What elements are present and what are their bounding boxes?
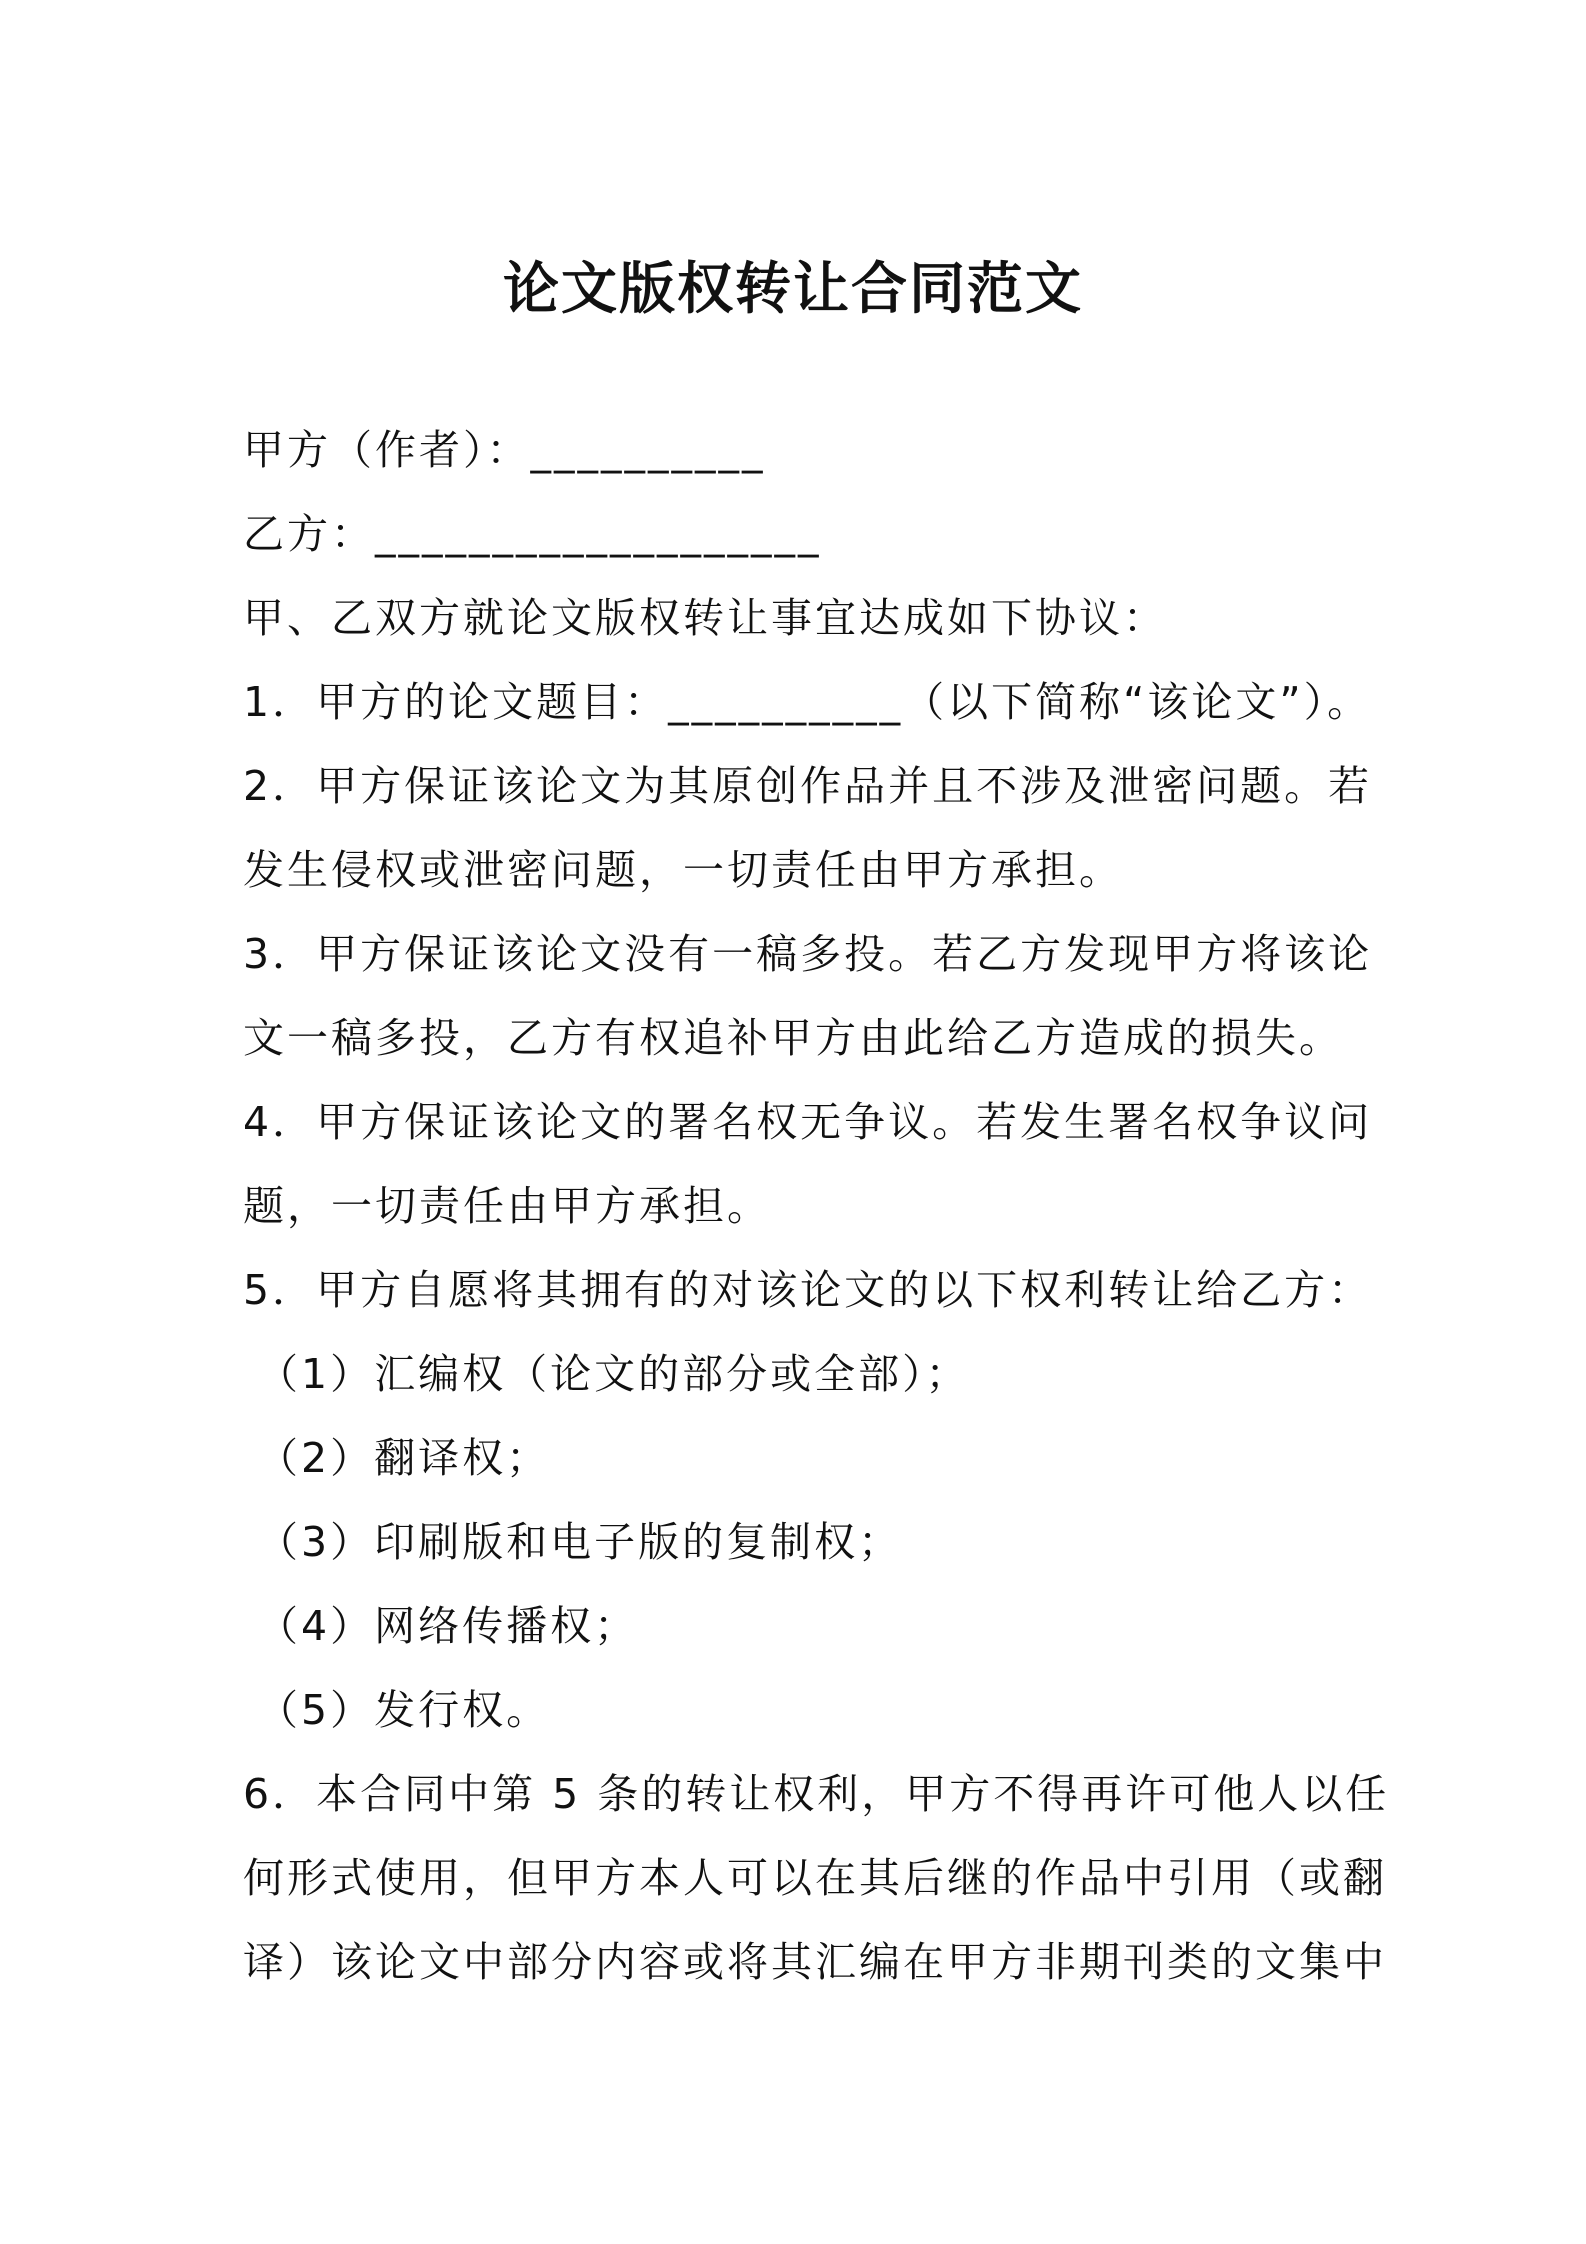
party-a-line: 甲方（作者）：__________ <box>243 426 766 474</box>
clause-5-item-4: （4）网络传播权； <box>257 1602 639 1650</box>
document-body <box>243 408 1390 2004</box>
party-b-line: 乙方：___________________ <box>243 510 822 558</box>
clause-5-item-2: （2）翻译权； <box>257 1434 551 1482</box>
agreement-intro: 甲、乙双方就论文版权转让事宜达成如下协议： <box>243 594 1167 642</box>
clause-6-line-2: 何形式使用，但甲方本人可以在其后继的作品中引用（或翻 <box>243 1854 1387 1902</box>
clause-5-item-1: （1）汇编权（论文的部分或全部）； <box>257 1350 970 1398</box>
clause-4-line-2: 题，一切责任由甲方承担。 <box>243 1182 771 1230</box>
clause-2-line-1: 2．甲方保证该论文为其原创作品并且不涉及泄密问题。若 <box>243 762 1373 810</box>
clause-1: 1．甲方的论文题目：__________（以下简称“该论文”）。 <box>243 678 1372 726</box>
clause-6-line-3: 译）该论文中部分内容或将其汇编在甲方非期刊类的文集中 <box>243 1938 1387 1986</box>
clause-4-line-1: 4．甲方保证该论文的署名权无争议。若发生署名权争议问 <box>243 1098 1373 1146</box>
clause-2-line-2: 发生侵权或泄密问题，一切责任由甲方承担。 <box>243 846 1123 894</box>
clause-3-line-1: 3．甲方保证该论文没有一稿多投。若乙方发现甲方将该论 <box>243 930 1373 978</box>
clause-5: 5．甲方自愿将其拥有的对该论文的以下权利转让给乙方： <box>243 1266 1373 1314</box>
clause-5-item-3: （3）印刷版和电子版的复制权； <box>257 1518 903 1566</box>
clause-6-line-1: 6．本合同中第 5 条的转让权利，甲方不得再许可他人以任 <box>243 1770 1390 1818</box>
clause-3-line-2: 文一稿多投，乙方有权追补甲方由此给乙方造成的损失。 <box>243 1014 1343 1062</box>
document-title: 论文版权转让合同范文 <box>503 257 1083 322</box>
clause-5-item-5: （5）发行权。 <box>257 1686 551 1734</box>
